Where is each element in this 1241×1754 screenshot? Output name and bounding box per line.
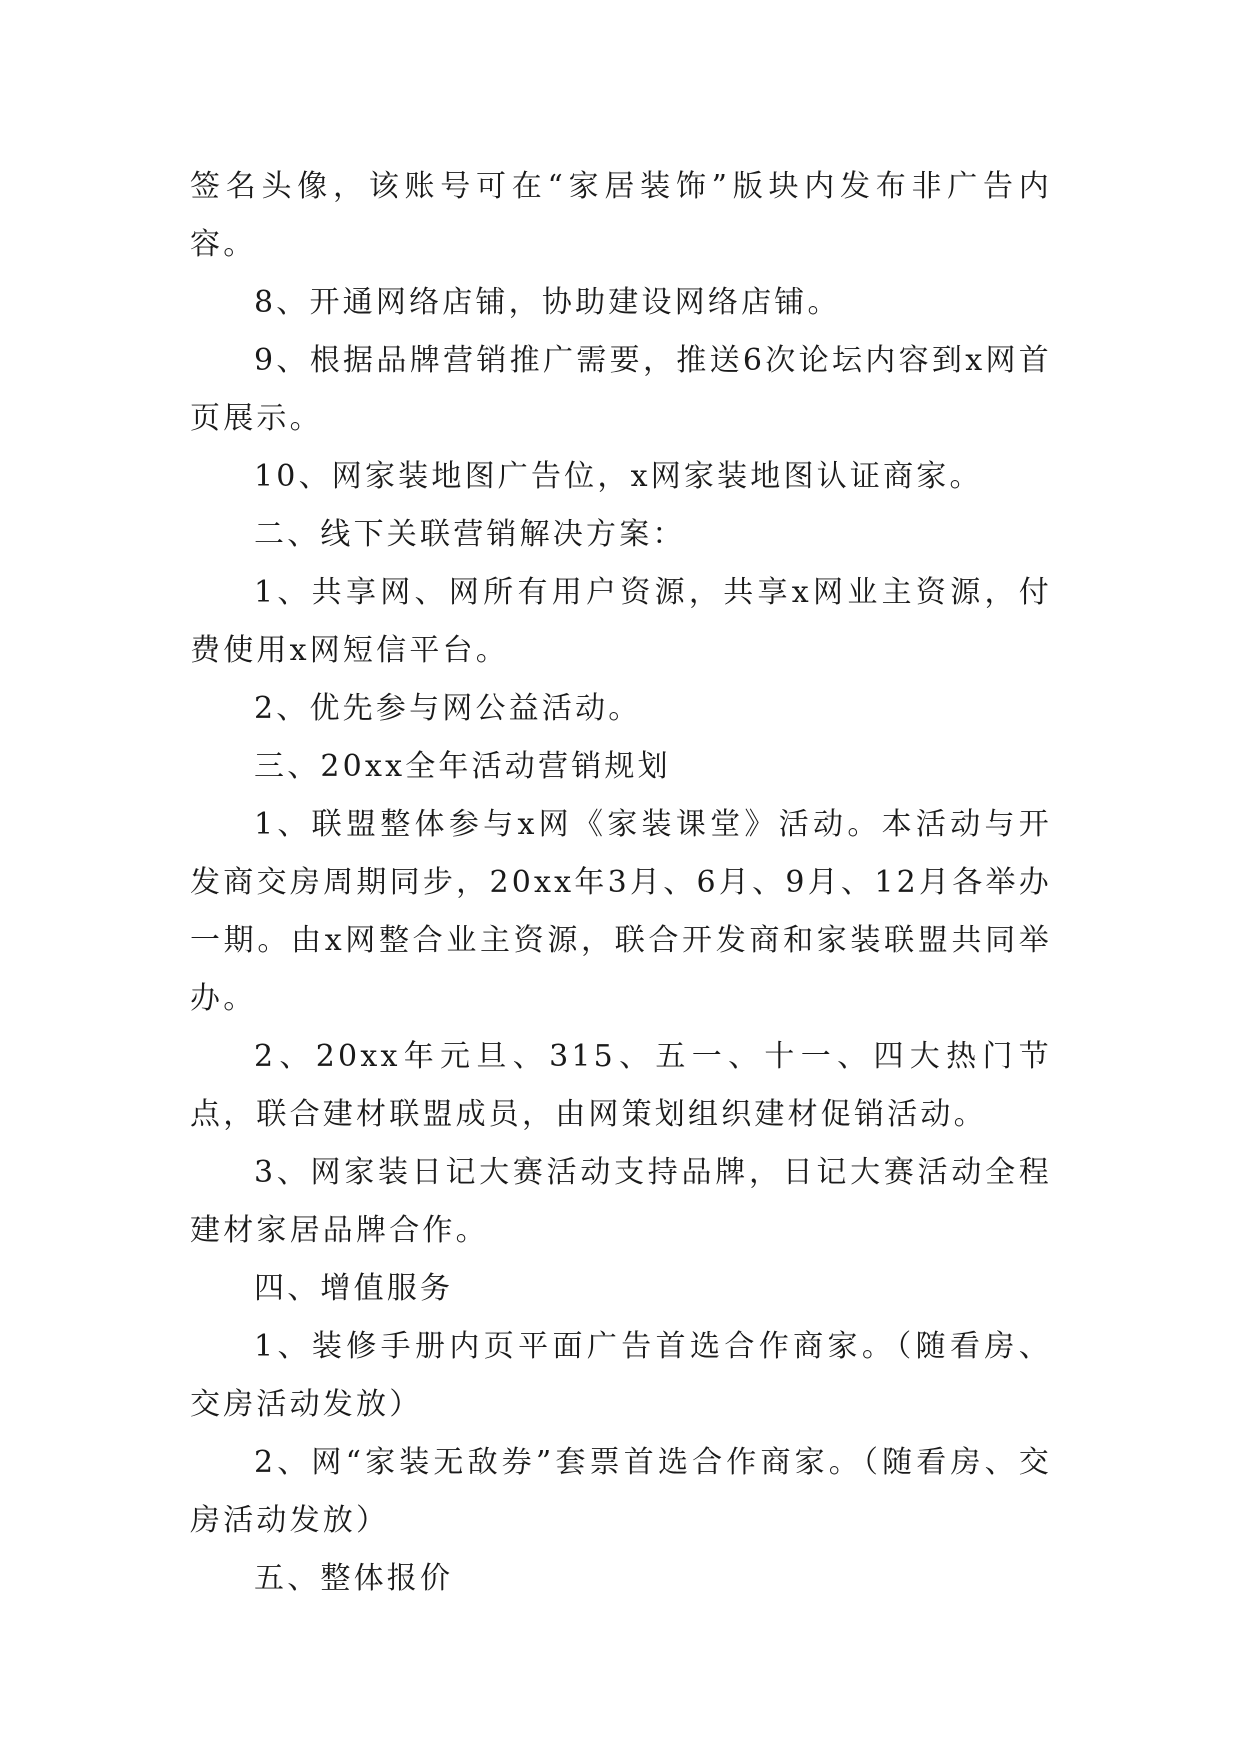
paragraph-plan-3: 3、网家装日记大赛活动支持品牌，日记大赛活动全程建材家居品牌合作。	[190, 1155, 1052, 1248]
paragraph-item-8: 8、开通网络店铺，协助建设网络店铺。	[254, 285, 841, 320]
paragraph-plan-1: 1、联盟整体参与x网《家装课堂》活动。本活动与开发商交房周期同步，20xx年3月、6月、9月、12月各举办一期。由x网整合业主资源，联合开发商和家装联盟共同举办。	[190, 807, 1052, 1016]
section-heading-5: 五、整体报价	[254, 1561, 454, 1596]
paragraph-offline-1: 1、共享网、网所有用户资源，共享x网业主资源，付费使用x网短信平台。	[190, 575, 1052, 668]
paragraph-item-9: 9、根据品牌营销推广需要，推送6次论坛内容到x网首页展示。	[190, 343, 1052, 436]
paragraph-value-2: 2、网“家装无敌券”套票首选合作商家。（随看房、交房活动发放）	[190, 1445, 1052, 1538]
paragraph-item-10: 10、网家装地图广告位，x网家装地图认证商家。	[254, 459, 983, 494]
paragraph-plan-2: 2、20xx年元旦、315、五一、十一、四大热门节点，联合建材联盟成员，由网策划组织建材促销活动。	[190, 1039, 1052, 1132]
paragraph-offline-2: 2、优先参与网公益活动。	[254, 691, 642, 726]
section-heading-4: 四、增值服务	[254, 1271, 454, 1306]
document-body	[190, 158, 1052, 1608]
paragraph-continuation: 签名头像，该账号可在“家居装饰”版块内发布非广告内容。	[190, 169, 1052, 262]
paragraph-value-1: 1、装修手册内页平面广告首选合作商家。（随看房、交房活动发放）	[190, 1329, 1052, 1422]
section-heading-3: 三、20xx全年活动营销规划	[254, 749, 671, 784]
section-heading-2: 二、线下关联营销解决方案：	[254, 517, 686, 552]
